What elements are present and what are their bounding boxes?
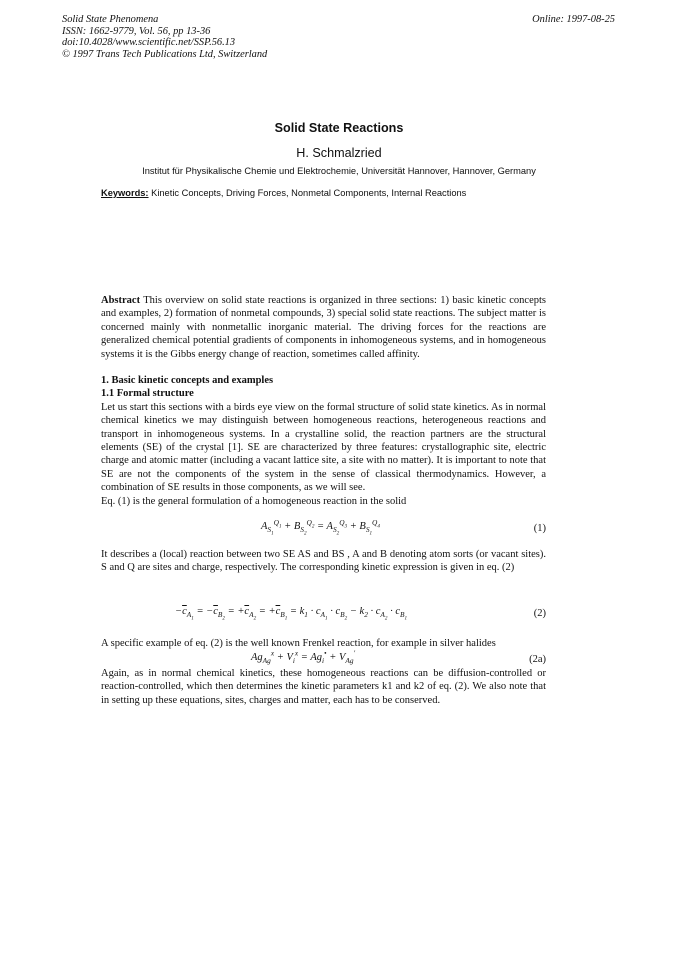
equation-1: [101, 517, 546, 543]
keywords-text: Kinetic Concepts, Driving Forces, Nonmetal Components, Internal Reactions: [151, 188, 467, 198]
equation-1-number: (1): [533, 523, 546, 534]
paragraph-2: It describes a (local) reaction between two SE AS and BS , A and B denoting atom sorts (or vacant sites). S and Q are sites and charge, respectively. The corresponding kinetic expression is given in eq. (2): [101, 549, 546, 574]
copyright-line: © 1997 Trans Tech Publications Ltd, Switzerland: [62, 48, 268, 60]
author-name: H. Schmalzried: [296, 146, 382, 160]
issn-line: ISSN: 1662-9779, Vol. 56, pp 13-36: [62, 25, 211, 37]
section-heading: 1. Basic kinetic concepts and examples: [101, 375, 274, 386]
keywords-line: [101, 188, 466, 198]
paper-title: Solid State Reactions: [274, 121, 404, 135]
paragraph-1: Let us start this sections with a birds eye view on the formal structure of solid state kinetics. As in normal chemical kinetics we may distinguish between homogeneous reactions, heterogeneous reactions and transport in inhomogeneous systems. In a crystalline solid, the reaction partners are the structural elements (SE) of the crystal [1]. SE are characterized by three features: crystallographic site, electric charge and atomic matter (including a vacant lattice site, a site with no matter). It is important to note that SE are not the components of the system in the sense of classical thermodynamics. However, a combination of SE results in those components, as we will see.: [101, 401, 546, 494]
affiliation: Institut für Physikalische Chemie und Elektrochemie, Universität Hannover, Hannover, Germany: [142, 166, 536, 176]
subsection-heading: 1.1 Formal structure: [101, 388, 194, 400]
paragraph-3: A specific example of eq. (2) is the well known Frenkel reaction, for example in silver halides: [101, 638, 496, 649]
equation-2-formula: $-\overline{c}_{A_1} = -\overline{c}_{B_2} = +\overline{c}_{A_2} = +\overline{c}_{B_1} = k_1 \cdot c_{A_1} \cdot c_{B_2} - k_2 \cdot c_{A_2} \cdot c_{B_1}$: [175, 606, 408, 622]
section-1: [101, 374, 546, 508]
equation-1-formula: $A_{S_1}^{Q_1} + B_{S_2}^{Q_2} = A_{S_2}^{Q_3} + B_{S_1}^{Q_4}$: [261, 517, 380, 537]
equation-2a-number: (2a): [529, 654, 546, 665]
paragraph-4: Again, as in normal chemical kinetics, these homogeneous reactions can be diffusion-controlled or reaction-controlled, which then determines the kinetic parameters k1 and k2 of eq. (2). We also note that in setting up these equations, sites, charges and matter, each has to be conserved.: [101, 668, 546, 706]
online-date: Online: 1997-08-25: [532, 14, 615, 25]
equation-2-number: (2): [533, 608, 546, 619]
keywords-label: Keywords:: [101, 188, 149, 198]
equation-2a-formula: $Ag_{Ag}^x + V_i^x = Ag_i^• + V_{Ag}'$: [251, 648, 356, 666]
abstract-label: Abstract: [101, 295, 141, 306]
equation-2: [101, 606, 546, 628]
paragraph-1b: Eq. (1) is the general formulation of a homogeneous reaction in the solid: [101, 495, 407, 507]
journal-name: Solid State Phenomena: [62, 14, 159, 25]
journal-header: [62, 14, 267, 60]
doi-line[interactable]: doi:10.4028/www.scientific.net/SSP.56.13: [62, 37, 236, 49]
abstract-text: This overview on solid state reactions is organized in three sections: 1) basic kinetic concepts and examples, 2) formation of nonmetal compounds, 3) special solid state reactions. The subject matter is concerned mainly with nonmetallic inorganic material. The driving forces for the reactions are generalized chemical potential gradients of components in inhomogeneous systems, and in homogeneous systems it is the Gibbs energy change of reaction, sometimes called affinity.: [101, 295, 547, 360]
abstract: [101, 294, 546, 361]
